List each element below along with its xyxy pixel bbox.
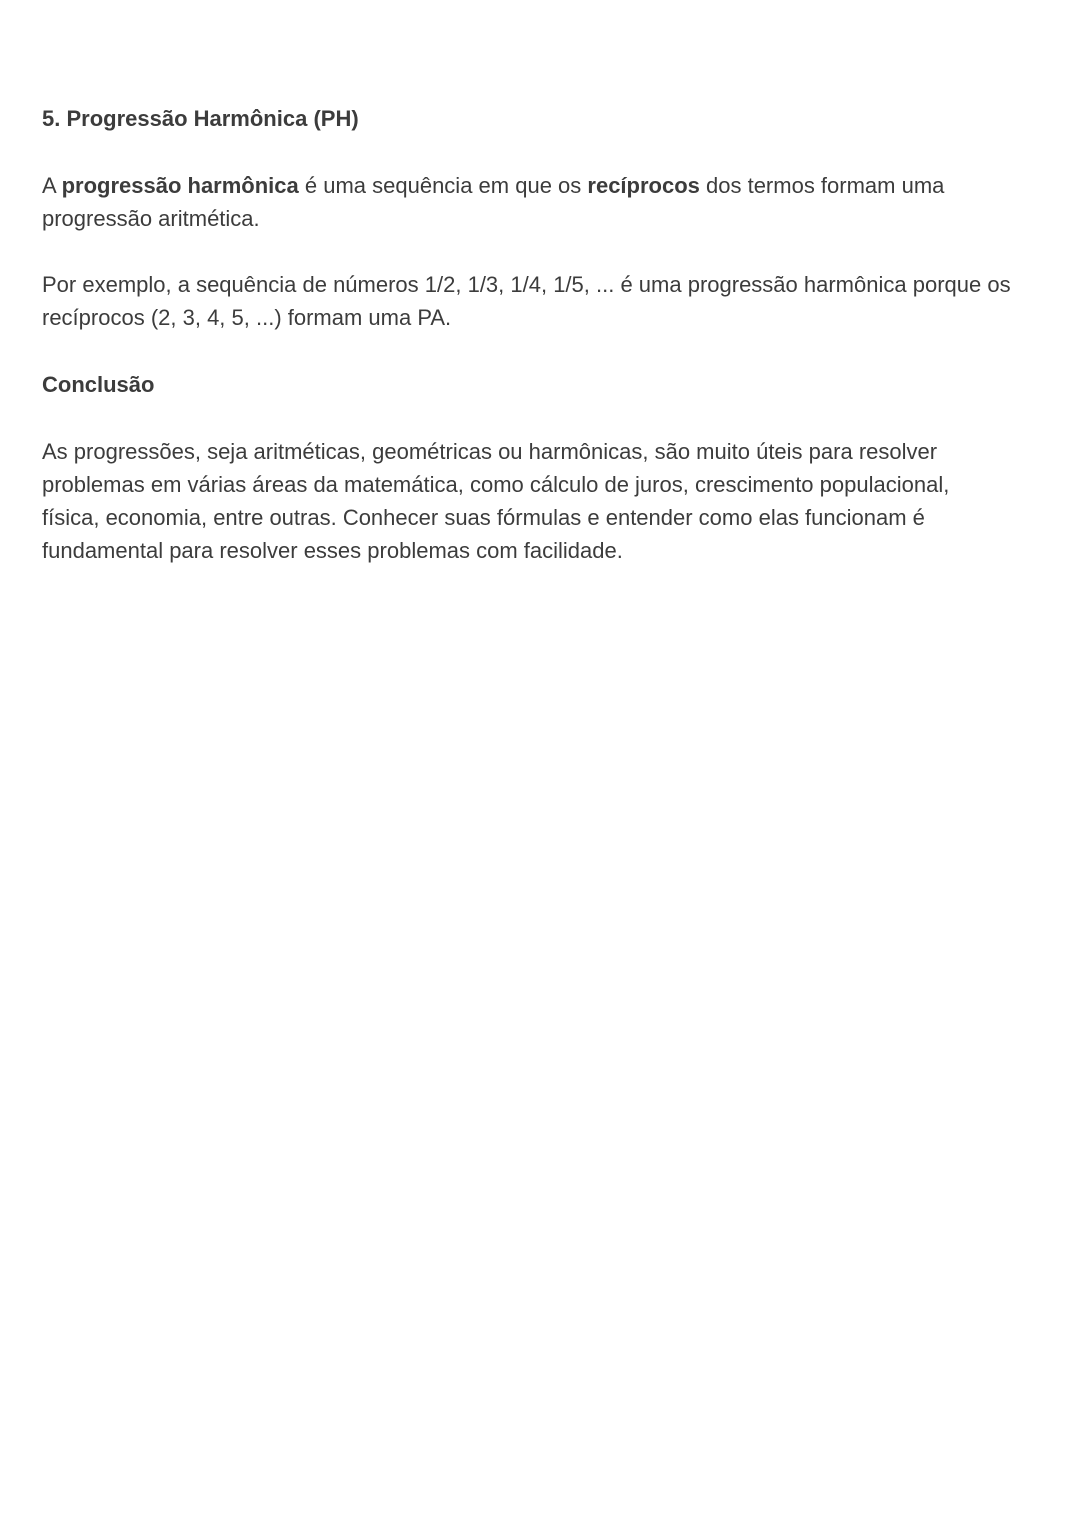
definition-paragraph xyxy=(42,169,1002,235)
term-harmonic-progression: progressão harmônica xyxy=(61,173,299,198)
definition-suffix: dos termos formam uma progressão aritmética. xyxy=(42,173,945,231)
definition-middle: é uma sequência em que os xyxy=(298,173,588,198)
section-heading-harmonic-progression: 5. Progressão Harmônica (PH) xyxy=(42,106,359,131)
conclusion-paragraph: As progressões, seja aritméticas, geométricas ou harmônicas, são muito úteis para resolver problemas em várias áreas da matemática, como cálculo de juros, crescimento populacional, física, economia, entre outras. Conhecer suas fórmulas e entender como elas funcionam é fundamental para resolver esses problemas com facilidade. xyxy=(42,439,950,563)
definition-prefix: A xyxy=(42,173,62,198)
conclusion-heading: Conclusão xyxy=(42,372,155,397)
example-paragraph: Por exemplo, a sequência de números 1/2, 1/3, 1/4, 1/5, ... é uma progressão harmônica porque os recíprocos (2, 3, 4, 5, ...) formam uma PA. xyxy=(42,272,1011,330)
term-reciprocals: recíprocos xyxy=(587,173,700,198)
